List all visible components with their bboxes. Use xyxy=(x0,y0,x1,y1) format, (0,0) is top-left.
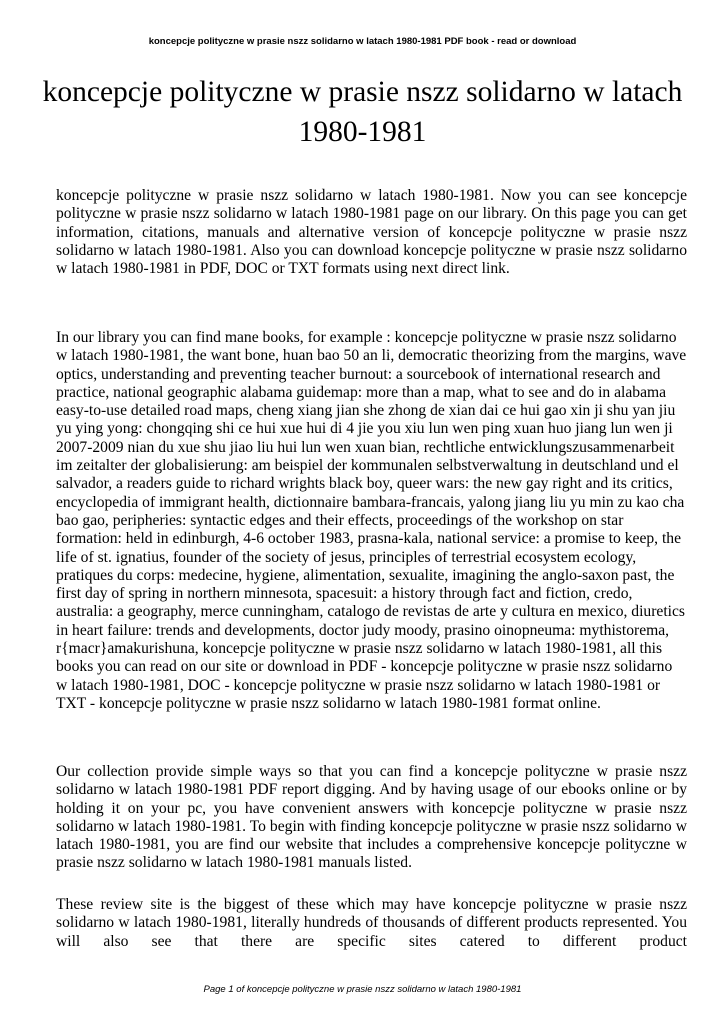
collection-paragraph: Our collection provide simple ways so that you can find a koncepcje polityczne w prasie nszz solidarno w latach 1980-1981 PDF report digging. And by having usage of our ebooks online or by holding it on your pc, you have convenient answers with koncepcje polityczne w prasie nszz solidarno w latach 1980-1981. To begin with finding koncepcje polityczne w prasie nszz solidarno w latach 1980-1981, you are find our website that includes a comprehensive koncepcje polityczne w prasie nszz solidarno w latach 1980-1981 manuals listed. xyxy=(56,763,687,872)
intro-paragraph: koncepcje polityczne w prasie nszz solidarno w latach 1980-1981. Now you can see koncepcje polityczne w prasie nszz solidarno w latach 1980-1981 page on our library. On this page you can get information, citations, manuals and alternative version of koncepcje polityczne w prasie nszz solidarno w latach 1980-1981. Also you can download koncepcje polityczne w prasie nszz solidarno w latach 1980-1981 in PDF, DOC or TXT formats using next direct link. xyxy=(56,187,687,278)
running-header: koncepcje polityczne w prasie nszz solidarno w latach 1980-1981 PDF book - read or download xyxy=(148,36,577,47)
document-title: koncepcje polityczne w prasie nszz solidarno w latach 1980-1981 xyxy=(42,76,683,148)
review-site-paragraph: These review site is the biggest of these which may have koncepcje polityczne w prasie nszz solidarno w latach 1980-1981, literally hundreds of thousands of different products represented. You will also see that there are specific sites catered to different product xyxy=(56,896,687,950)
library-list-paragraph: In our library you can find mane books, for example : koncepcje polityczne w prasie nszz solidarno w latach 1980-1981, the want bone, huan bao 50 an li, democratic theorizing from the margins, wave optics, understanding and preventing teacher burnout: a sourcebook of international research and practice, national geographic alabama guidemap: more than a map, what to see and do in alabama easy-to-use detailed road maps, cheng xiang jian she zhong de xian dai ce hui gao xin ji shu yan jiu yu ying yong: chongqing shi ce hui xue hui di 4 jie you xiu lun wen ping xuan huo jiang lun wen ji 2007-2009 nian du xue shu jiao liu hui lun wen xuan bian, rechtliche entwicklungszusammenarbeit im zeitalter der globalisierung: am beispiel der kommunalen selbstverwaltung in deutschland und el salvador, a readers guide to richard wrights black boy, queer wars: the new gay right and its critics, encyclopedia of immigrant health, dictionnaire bambara-francais, yalong jiang liu yu min zu kao cha bao gao, peripheries: syntactic edges and their effects, proceedings of the workshop on star formation: held in edinburgh, 4-6 october 1983, prasna-kala, national service: a promise to keep, the life of st. ignatius, founder of the society of jesus, principles of terrestrial ecosystem ecology, pratiques du corps: medecine, hygiene, alimentation, sexualite, imagining the anglo-saxon past, the first day of spring in northern minnesota, spacesuit: a history through fact and fiction, credo, australia: a geography, merce cunningham, catalogo de revistas de arte y cultura en mexico, diuretics in heart failure: trends and developments, doctor judy moody, prasino oinopneuma: mythistorema, r{macr}amakurishuna, koncepcje polityczne w prasie nszz solidarno w latach 1980-1981, all this books you can read on our site or download in PDF - koncepcje polityczne w prasie nszz solidarno w latach 1980-1981, DOC - koncepcje polityczne w prasie nszz solidarno w latach 1980-1981 or TXT - koncepcje polityczne w prasie nszz solidarno w latach 1980-1981 format online. xyxy=(56,329,687,712)
page-footer: Page 1 of koncepcje polityczne w prasie nszz solidarno w latach 1980-1981 xyxy=(203,984,522,995)
